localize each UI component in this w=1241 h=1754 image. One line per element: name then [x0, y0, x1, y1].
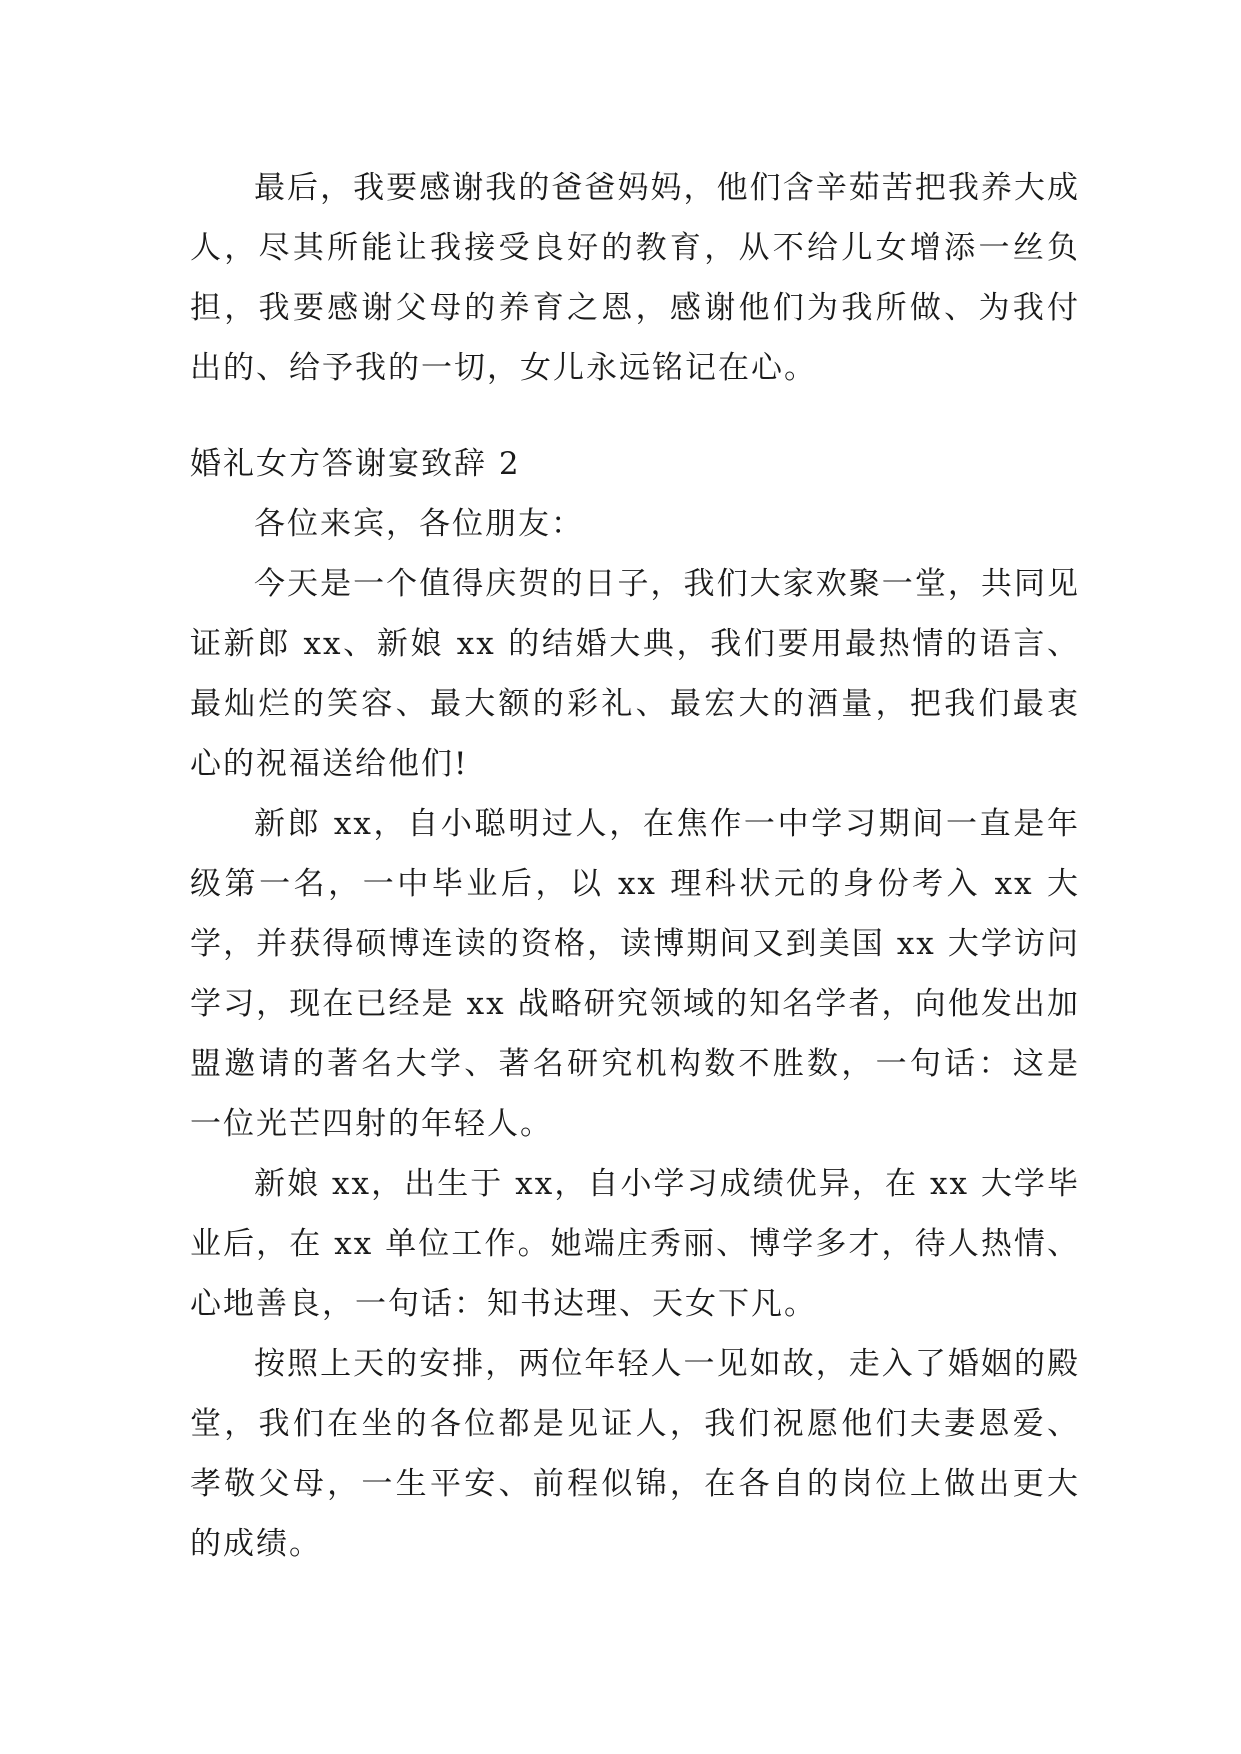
document-body: [190, 158, 1080, 1574]
section-title: 婚礼女方答谢宴致辞 2: [190, 446, 521, 482]
closing-paragraph: 最后，我要感谢我的爸爸妈妈，他们含辛茹苦把我养大成人，尽其所能让我接受良好的教育，从不给儿女增添一丝负担，我要感谢父母的养育之恩，感谢他们为我所做、为我付出的、给予我的一切，女儿永远铭记在心。: [190, 170, 1080, 386]
body-paragraph: 按照上天的安排，两位年轻人一见如故，走入了婚姻的殿堂，我们在坐的各位都是见证人，我们祝愿他们夫妻恩爱、孝敬父母，一生平安、前程似锦，在各自的岗位上做出更大的成绩。: [190, 1346, 1080, 1562]
salutation-paragraph: 各位来宾，各位朋友：: [254, 506, 584, 542]
body-paragraph: 今天是一个值得庆贺的日子，我们大家欢聚一堂，共同见证新郎 xx、新娘 xx 的结婚大典，我们要用最热情的语言、最灿烂的笑容、最大额的彩礼、最宏大的酒量，把我们最衷心的祝福送给他们!: [190, 566, 1080, 782]
body-paragraph: 新郎 xx，自小聪明过人，在焦作一中学习期间一直是年级第一名，一中毕业后，以 xx 理科状元的身份考入 xx 大学，并获得硕博连读的资格，读博期间又到美国 xx 大学访问学习，现在已经是 xx 战略研究领域的知名学者，向他发出加盟邀请的著名大学、著名研究机构数不胜数，一句话：这是一位光芒四射的年轻人。: [190, 806, 1080, 1142]
body-paragraph: 新娘 xx，出生于 xx，自小学习成绩优异，在 xx 大学毕业后，在 xx 单位工作。她端庄秀丽、博学多才，待人热情、心地善良，一句话：知书达理、天女下凡。: [190, 1166, 1080, 1322]
